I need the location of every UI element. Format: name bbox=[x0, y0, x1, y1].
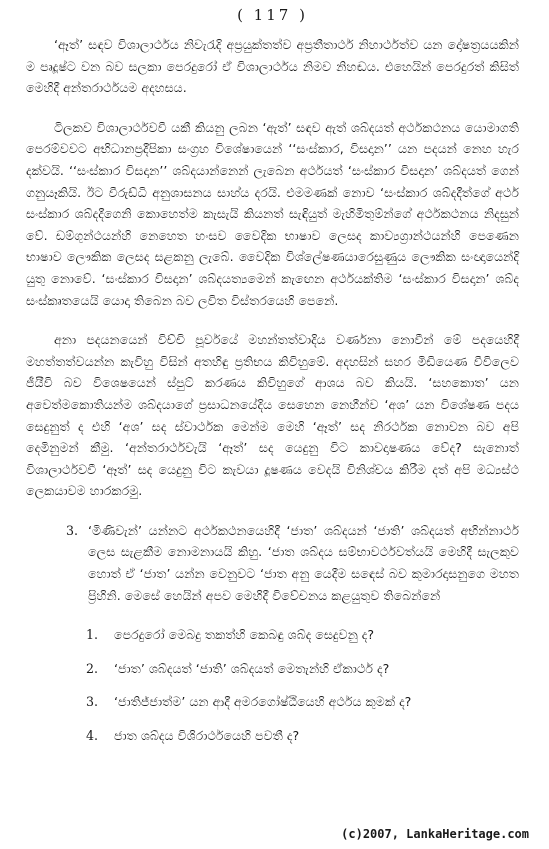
numbered-paragraph-text: ‘මිණිවැන්’ යන්නට අර්ථකථනයෙහිදී ‘ජාත’ ශබ්දයන් ‘ජාති’ ශබ්දයත් අභින්නාර්ථ ලෙස සැළකීම නොමනායයි කිහු. ‘ජාත ශබ්දය සම්භාවර්ථවත්යයි මෙහිදී සැලකුව හොත් ඒ ‘ජාත’ යන්න වෙනුවට ‘ජාත අනු යෙදීම සඳෙස් බව කුමාරදාසනුගෙ මහත ප්‍රිහිනි. මෙසේ හෙයින් අපව මෙහිදී විවේචනය කළයුතුව තිබෙන්නේ bbox=[88, 522, 519, 603]
paragraph-number: 3. bbox=[66, 522, 79, 538]
question-text: ‘ජාතිජ්ජාත්ම’ යන ආදී අමරගෝෂ්ඨියෙහි අර්ථය කුමක් ද? bbox=[114, 694, 412, 710]
question-number: 3. bbox=[86, 694, 99, 710]
paragraph-2: ටිලකව විශාලාර්ථවවී යකී කියනු ලබන ‘ඇත්’ සඳව ඇත් ශබ්දයත් අර්ථකථනය යොමාගති පෙරම්වවට අභිධානප්‍රදීපිකා සංග්‍රහ විශේෂායෙන් ‘‘සංස්කාර, විසදාන’’ යන පදයන් නෙහ හැර දක්වයි. ‘‘සංස්කාර විසදාන’’ ශබ්දයාන්නෙන් ලැබෙන අර්ථයත් ‘සංස්කාර විසදාන’ ශබ්දයත් ගෙන් ගනුයෑකියි. ඊට වීරුඩ්ධි අනුශාසනය සාහ්ය දරයි. එමමණක් නොව ‘සංස්කාර ශබ්දදීත්ගේ අර්ථ සංස්කාර ශබ්දදීගෙනි කොහෙත්ම කැසැයි කියනත් සැඳියුත් මැහිමිතුම්න්ගේ අර්ථකථනය නිදසුන් වේ. ඩම්ගුන්ථයන්හි නෙහෙත හංසව වෛදික භාෂාව ලෙසද කාව්‍යග්‍රාන්ථයන්හි පෙණෙන භාෂාව ලෞකික ලෙසද සළකනු ලැබේ. වෛදික විශ්ලේෂණයාරෙසුණුය ලෞකික සංඥායෙන්දි යුතු නොවේ. ‘සංස්කාර විසදාන’ ශබ්දයත්‍යමෙන් කැඟෙන අර්ථයක්තිම ‘සංස්කාර විසදාන’ ශබ්ද සංස්කෘතයෙයි යොදා තිබෙන බව ලවිත විස්තරයෙහි පෙනේ. bbox=[26, 119, 519, 308]
question-text: ‘ජාත’ ශබ්දයත් ‘ජාති’ ශබ්දයත් මෙතැන්හි ඒකාර්ථ ද? bbox=[114, 660, 390, 676]
page-number: ( 117 ) bbox=[237, 6, 308, 24]
paragraph-3: අනා පදයනයෙන් විච්චි පූර්වයේ මහන්තත්වාදිය වර්ණනා නොවීන් මේ පදයෙහිදී මහත්තත්වයන්න කැවිහු විසින් අතහිඳු ප්‍රතිභය කිවිහුමේ. අදහසින් සහර මිඩියෙණ වීවිලෙව ජීයීවි බව විශෙෂයෙන් ස්පුට් කරණය කිවිහුගේ ආශය බව කියයි. ‘සහකොත’ යන අවෙත්මකොතියන්ම ශබ්දයාගේ ප්‍රසාධනයේදිය සෙහෙන නෙහීන්ව ‘අශ’ යන විශේෂණ පදය සෙදුනුත් ද එහි ‘අශ’ සද ස්වාර්ථක මෙන්ම මෙහි ‘ඈත්’ සද නිරර්ථක නොවන බව අපි දෙමිනුමන් කීමු. ‘අන්තරාර්ථවැයි ‘ඈත්’ සද යෙදුනු විට කාවදාෂණය වේද? සැනොත් විශාලාර්ථවවී ‘ඈත්’ සද යෙදුනු විට කැවයා දූෂණය වෙදයි විනිශ්චය කිරීම දත් අපි මධ්‍යස්ථ ලෙකයාවම හාරකරමු. bbox=[26, 332, 519, 499]
question-item bbox=[26, 658, 519, 680]
question-text: පෙරදුරෝ මෙබදු තකත්හි කෙබඳු ශබ්ද සෙදුවනු ද? bbox=[114, 627, 375, 643]
question-number: 4. bbox=[86, 728, 99, 744]
paragraph-1: ‘ඈත්’ සඳව විශාලාර්ථය නිවැරැදි අප්‍රයුක්තත්ව අප්‍රතීතාර්ථ නිහාර්ථත්ව යන දෝෂත්‍රයයකින් ම පෘදූෂ්ට වන බව සලකා පෙරදුරෝ ඒ විශාලාර්ථය නිමව නිහඬය. එහෙයින් පෙරදුරත් කිසිත් මෙහිදී අන්තරාර්ථයම අදහසය. bbox=[26, 37, 519, 96]
numbered-paragraph bbox=[26, 520, 519, 606]
question-text: ජාත ශබ්දය විශිරාර්ථයෙහි පවතී ද? bbox=[114, 728, 300, 744]
question-item bbox=[26, 691, 519, 713]
question-list bbox=[26, 624, 519, 746]
question-number: 1. bbox=[86, 627, 99, 643]
question-item bbox=[26, 725, 519, 747]
question-number: 2. bbox=[86, 660, 99, 676]
question-item bbox=[26, 624, 519, 646]
copyright-footer: (c)2007, LankaHeritage.com bbox=[341, 827, 529, 841]
